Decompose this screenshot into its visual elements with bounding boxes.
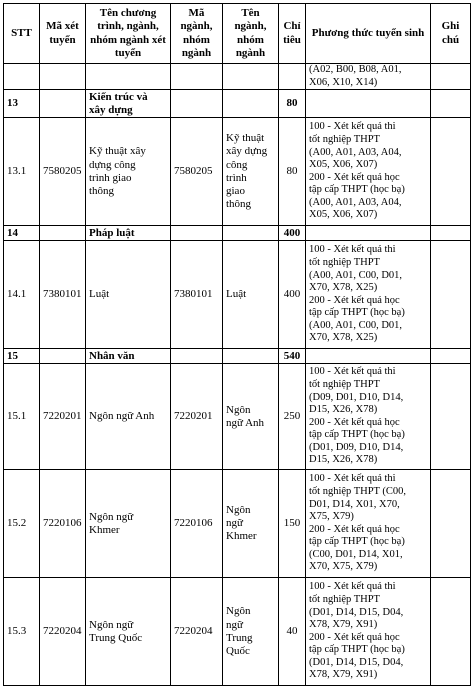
cell-program-name (86, 64, 171, 90)
cell-admission-code (40, 349, 86, 364)
group-name: Kiến trúc và xây dựng (86, 90, 171, 118)
cell-method: 100 - Xét kết quả thi tốt nghiệp THPT (D01, D14, D15, D04, X78, X79, X91) 200 - Xét kết quả học tập cấp THPT (học bạ) (D01, D14, D15, D04, X78, X79, X91) (306, 578, 431, 686)
cell-admission-code (40, 226, 86, 241)
admission-table (3, 3, 471, 686)
cell-major-code: 7220201 (171, 364, 223, 470)
header-admission-code: Mã xét tuyển (40, 4, 86, 64)
header-row (4, 4, 471, 64)
cell-program-name: Kỹ thuật xây dựng công trình giao thông (86, 118, 171, 226)
cell-stt: 15.2 (4, 470, 40, 578)
cell-admission-code: 7580205 (40, 118, 86, 226)
table-row-continuation (4, 64, 471, 90)
table-row (4, 118, 471, 226)
header-major-code: Mã ngành, nhóm ngành (171, 4, 223, 64)
cell-stt: 15.3 (4, 578, 40, 686)
cell-method: 100 - Xét kết quả thi tốt nghiệp THPT (C00, D01, D14, X01, X70, X75, X79) 200 - Xét kết quả học tập cấp THPT (học bạ) (C00, D01, D14, X01, X70, X75, X79) (306, 470, 431, 578)
cell-major-code: 7220204 (171, 578, 223, 686)
cell-stt: 15.1 (4, 364, 40, 470)
cell-stt: 15 (4, 349, 40, 364)
header-stt: STT (4, 4, 40, 64)
cell-admission-code: 7220204 (40, 578, 86, 686)
cell-stt: 14.1 (4, 241, 40, 349)
cell-stt: 13 (4, 90, 40, 118)
cell-admission-code (40, 64, 86, 90)
group-name: Pháp luật (86, 226, 171, 241)
cell-method: (A02, B00, B08, A01, X06, X10, X14) (306, 64, 431, 90)
cell-admission-code: 7220106 (40, 470, 86, 578)
cell-note (431, 241, 471, 349)
cell-major-name: Luật (223, 241, 279, 349)
group-row (4, 349, 471, 364)
cell-program-name: Ngôn ngữ Anh (86, 364, 171, 470)
cell-admission-code (40, 90, 86, 118)
cell-major-code (171, 226, 223, 241)
cell-major-name: Kỹ thuật xây dựng công trình giao thông (223, 118, 279, 226)
header-program-name: Tên chương trình, ngành, nhóm ngành xét tuyển (86, 4, 171, 64)
cell-quota: 250 (279, 364, 306, 470)
cell-admission-code: 7220201 (40, 364, 86, 470)
cell-major-code (171, 64, 223, 90)
cell-major-name (223, 226, 279, 241)
cell-major-name (223, 90, 279, 118)
cell-admission-code: 7380101 (40, 241, 86, 349)
cell-major-name: Ngôn ngữ Trung Quốc (223, 578, 279, 686)
table-row (4, 578, 471, 686)
cell-method (306, 90, 431, 118)
header-method: Phương thức tuyển sinh (306, 4, 431, 64)
cell-major-name: Ngôn ngữ Anh (223, 364, 279, 470)
cell-method (306, 226, 431, 241)
cell-program-name: Ngôn ngữ Trung Quốc (86, 578, 171, 686)
cell-note (431, 349, 471, 364)
cell-note (431, 470, 471, 578)
group-row (4, 90, 471, 118)
cell-major-code (171, 349, 223, 364)
cell-method: 100 - Xét kết quả thi tốt nghiệp THPT (D09, D01, D10, D14, D15, X26, X78) 200 - Xét kết quả học tập cấp THPT (học bạ) (D01, D09, D10, D14, D15, X26, X78) (306, 364, 431, 470)
cell-stt: 14 (4, 226, 40, 241)
cell-note (431, 364, 471, 470)
table-row (4, 241, 471, 349)
table-row (4, 364, 471, 470)
table-row (4, 470, 471, 578)
cell-major-code: 7220106 (171, 470, 223, 578)
cell-stt: 13.1 (4, 118, 40, 226)
cell-note (431, 118, 471, 226)
cell-method: 100 - Xét kết quả thi tốt nghiệp THPT (A00, A01, C00, D01, X70, X78, X25) 200 - Xét kết quả học tập cấp THPT (học bạ) (A00, A01, C00, D01, X70, X78, X25) (306, 241, 431, 349)
cell-major-code (171, 90, 223, 118)
cell-quota: 540 (279, 349, 306, 364)
group-row (4, 226, 471, 241)
header-major-name: Tên ngành, nhóm ngành (223, 4, 279, 64)
cell-major-code: 7580205 (171, 118, 223, 226)
cell-quota (279, 64, 306, 90)
cell-method (306, 349, 431, 364)
cell-method: 100 - Xét kết quả thi tốt nghiệp THPT (A00, A01, A03, A04, X05, X06, X07) 200 - Xét kết quả học tập cấp THPT (học bạ) (A00, A01, A03, A04, X05, X06, X07) (306, 118, 431, 226)
cell-major-code: 7380101 (171, 241, 223, 349)
cell-stt (4, 64, 40, 90)
cell-note (431, 90, 471, 118)
cell-note (431, 578, 471, 686)
cell-program-name: Ngôn ngữ Khmer (86, 470, 171, 578)
cell-major-name (223, 64, 279, 90)
cell-quota: 80 (279, 118, 306, 226)
group-name: Nhân văn (86, 349, 171, 364)
cell-program-name: Luật (86, 241, 171, 349)
cell-quota: 150 (279, 470, 306, 578)
cell-quota: 400 (279, 241, 306, 349)
cell-quota: 40 (279, 578, 306, 686)
cell-note (431, 64, 471, 90)
header-note: Ghi chú (431, 4, 471, 64)
cell-major-name (223, 349, 279, 364)
cell-quota: 80 (279, 90, 306, 118)
cell-quota: 400 (279, 226, 306, 241)
cell-major-name: Ngôn ngữ Khmer (223, 470, 279, 578)
cell-note (431, 226, 471, 241)
header-quota: Chỉ tiêu (279, 4, 306, 64)
